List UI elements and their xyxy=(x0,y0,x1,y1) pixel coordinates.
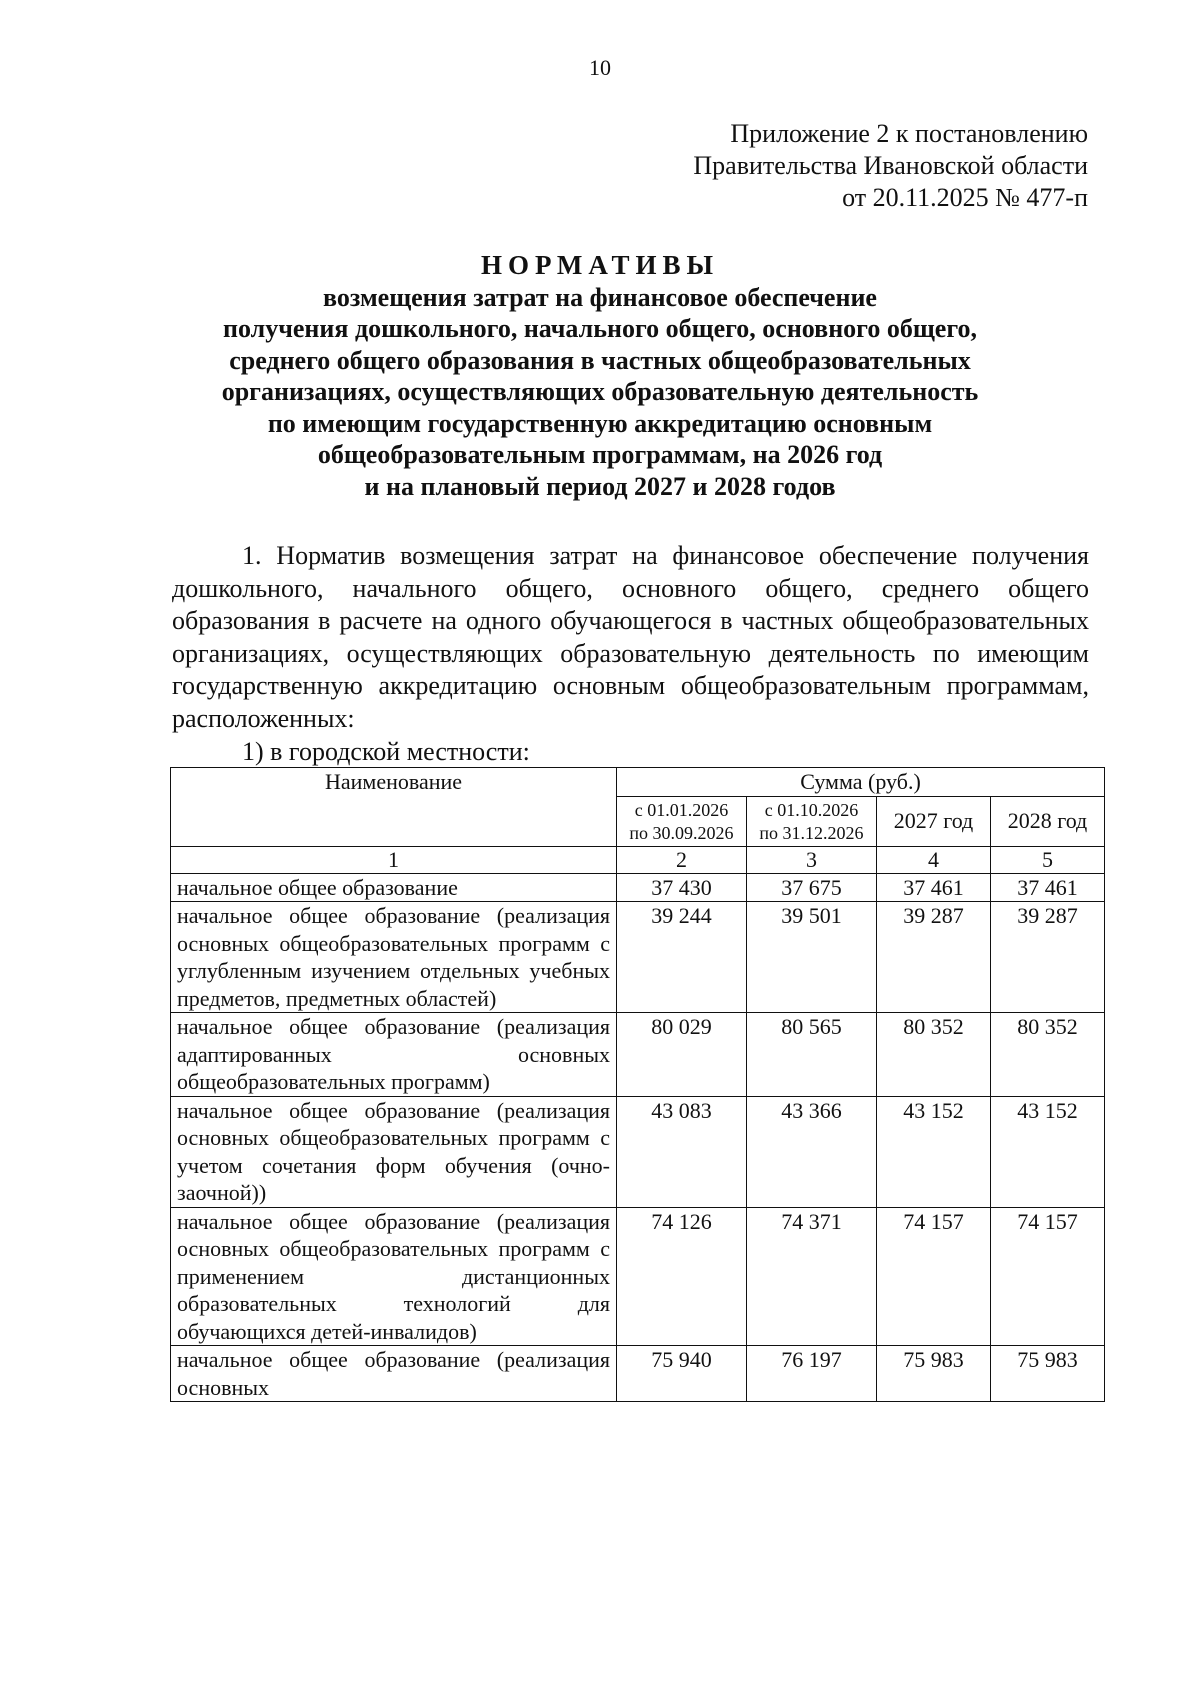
table-row xyxy=(171,1207,1105,1346)
value-2027: 80 352 xyxy=(877,1013,991,1097)
value-2027: 75 983 xyxy=(877,1346,991,1402)
row-name: начальное общее образование (реализация основных общеобразовательных программ с углубленным изучением отдельных учебных предметов, предметных областей) xyxy=(171,902,617,1013)
value-2028: 80 352 xyxy=(991,1013,1105,1097)
table-row xyxy=(171,902,1105,1013)
page-number: 10 xyxy=(589,55,611,80)
title-line-7: и на плановый период 2027 и 2028 годов xyxy=(364,471,836,501)
row-name: начальное общее образование (реализация основных xyxy=(171,1346,617,1402)
column-number: 3 xyxy=(747,846,877,873)
title-line-6: общеобразовательным программам, на 2026 год xyxy=(317,440,883,469)
period-1-start: с 01.01.2026 xyxy=(634,799,729,820)
value-period-2: 37 675 xyxy=(747,873,877,902)
annex-line-1: Приложение 2 к постановлению xyxy=(730,119,1088,148)
column-number: 4 xyxy=(877,846,991,873)
value-period-2: 76 197 xyxy=(747,1346,877,1402)
annex-line-2: Правительства Ивановской области xyxy=(693,151,1088,180)
table-row xyxy=(171,1346,1105,1402)
period-2-end: по 31.12.2026 xyxy=(759,822,864,843)
value-2027: 39 287 xyxy=(877,902,991,1013)
value-period-1: 74 126 xyxy=(617,1207,747,1346)
value-period-1: 43 083 xyxy=(617,1096,747,1207)
row-name: начальное общее образование (реализация адаптированных основных общеобразовательных программ) xyxy=(171,1013,617,1097)
header-sum: Сумма (руб.) xyxy=(617,768,1105,797)
title-line-2: получения дошкольного, начального общего, основного общего, xyxy=(223,314,977,343)
norms-table xyxy=(170,767,1105,1402)
column-number-row xyxy=(171,846,1105,873)
header-year-2028: 2028 год xyxy=(991,796,1105,846)
value-2028: 43 152 xyxy=(991,1096,1105,1207)
value-2028: 37 461 xyxy=(991,873,1105,902)
header-year-2027: 2027 год xyxy=(877,796,991,846)
paragraph-1: 1. Норматив возмещения затрат на финансовое обеспечение получения дошкольного, начального общего, основного общего, среднего общего образования в расчете на одного обучающегося в частных общеобразовательных организациях, осуществляющих образовательную деятельность по имеющим государственную аккредитацию основным общеобразовательным программам, расположенных: xyxy=(172,541,1089,733)
row-name: начальное общее образование (реализация основных общеобразовательных программ с применением дистанционных образовательных технологий для обучающихся детей-инвалидов) xyxy=(171,1207,617,1346)
value-2027: 74 157 xyxy=(877,1207,991,1346)
value-period-2: 80 565 xyxy=(747,1013,877,1097)
row-name: начальное общее образование xyxy=(171,873,617,902)
value-period-2: 39 501 xyxy=(747,902,877,1013)
table-row xyxy=(171,1096,1105,1207)
value-2028: 75 983 xyxy=(991,1346,1105,1402)
value-period-1: 39 244 xyxy=(617,902,747,1013)
value-period-1: 80 029 xyxy=(617,1013,747,1097)
header-period-2 xyxy=(747,796,877,846)
title-main: НОРМАТИВЫ xyxy=(480,250,720,280)
header-period-1 xyxy=(617,796,747,846)
value-period-1: 75 940 xyxy=(617,1346,747,1402)
value-period-1: 37 430 xyxy=(617,873,747,902)
document-title xyxy=(0,250,1200,502)
value-period-2: 43 366 xyxy=(747,1096,877,1207)
annex-reference xyxy=(693,118,1088,214)
header-name: Наименование xyxy=(171,768,617,847)
period-2-start: с 01.10.2026 xyxy=(764,799,859,820)
subpoint-urban: 1) в городской местности: xyxy=(242,737,530,766)
period-1-end: по 30.09.2026 xyxy=(629,822,734,843)
table-row xyxy=(171,1013,1105,1097)
title-line-1: возмещения затрат на финансовое обеспечение xyxy=(323,282,877,312)
title-line-3: среднего общего образования в частных общеобразовательных xyxy=(229,345,971,375)
table-header-row xyxy=(171,768,1105,797)
value-period-2: 74 371 xyxy=(747,1207,877,1346)
title-line-5: по имеющим государственную аккредитацию основным xyxy=(267,408,933,438)
row-name: начальное общее образование (реализация основных общеобразовательных программ с учетом сочетания форм обучения (очно-заочной)) xyxy=(171,1096,617,1207)
value-2027: 37 461 xyxy=(877,873,991,902)
table-row xyxy=(171,873,1105,902)
annex-line-3: от 20.11.2025 № 477-п xyxy=(842,183,1088,212)
column-number: 2 xyxy=(617,846,747,873)
value-2028: 39 287 xyxy=(991,902,1105,1013)
title-line-4: организациях, осуществляющих образовательную деятельность xyxy=(221,377,979,406)
column-number: 5 xyxy=(991,846,1105,873)
column-number: 1 xyxy=(171,846,617,873)
value-2028: 74 157 xyxy=(991,1207,1105,1346)
value-2027: 43 152 xyxy=(877,1096,991,1207)
